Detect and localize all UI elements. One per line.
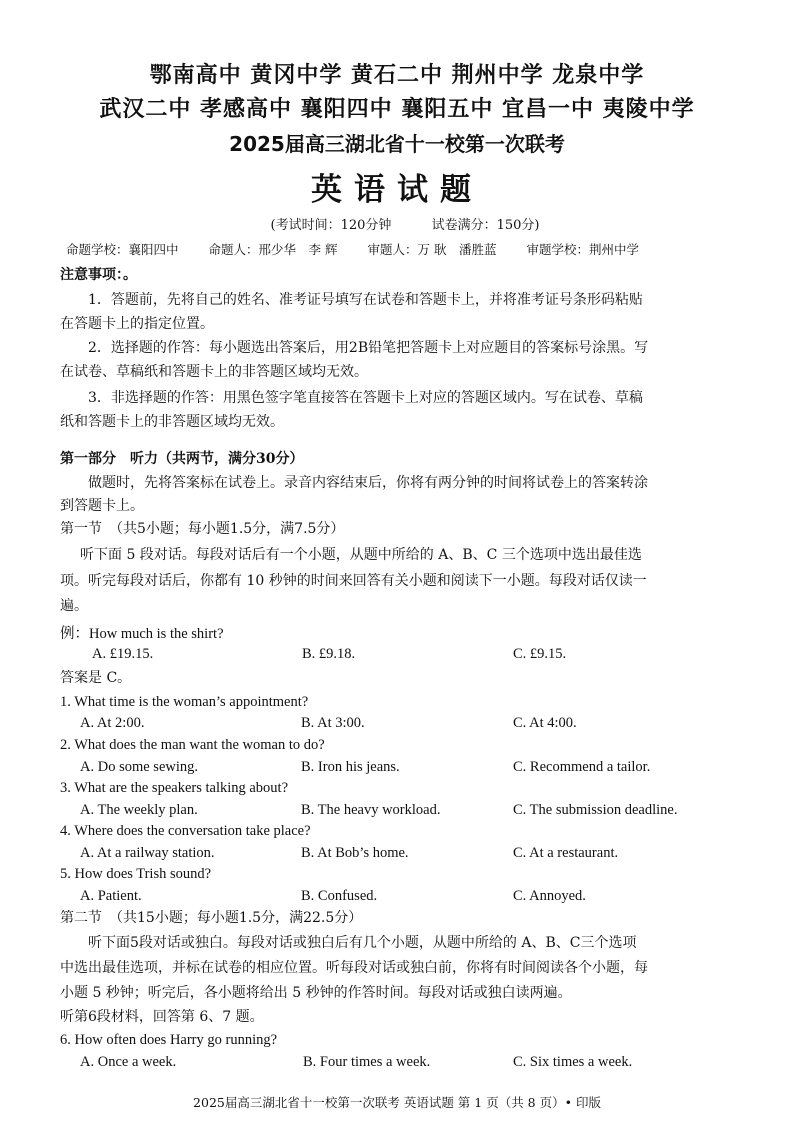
q3-option-c: C. The submission deadline.	[513, 802, 678, 818]
q4-option-c: C. At a restaurant.	[513, 845, 619, 861]
section1-instruction: 听下面 5 段对话。每段对话后有一个小题，从题中所给的 A、B、C 三个选项中选出最佳选	[80, 547, 642, 563]
section2-title: 第二节 （共15小题；每小题1.5分，满22.5分）	[60, 910, 363, 926]
exam-time: (考试时间：120分钟	[270, 218, 392, 233]
question-5: 5. How does Trish sound?	[60, 866, 212, 882]
q2-option-c: C. Recommend a tailor.	[513, 759, 651, 775]
section2-instruction: 中选出最佳选项，并标在试卷的相应位置。听每段对话或独白前，你将有时间阅读各个小题，每	[60, 960, 648, 976]
section1-instruction: 项。听完每段对话后，你都有 10 秒钟的时间来回答有关小题和阅读下一小题。每段对话仅读一	[60, 573, 647, 589]
material-note: 听第6段材料，回答第 6、7 题。	[60, 1009, 264, 1025]
notes-title: 注意事项：。	[60, 267, 137, 283]
exam-title: 2025届高三湖北省十一校第一次联考	[229, 132, 565, 156]
example-question: 例：How much is the shirt?	[60, 626, 224, 642]
q2-option-b: B. Iron his jeans.	[301, 759, 400, 775]
exam-meta	[125, 214, 685, 233]
note-line: 1．答题前，先将自己的姓名、准考证号填写在试卷和答题卡上，并将准考证号条形码粘贴	[88, 292, 643, 308]
note-line: 纸和答题卡上的非答题区域均无效。	[60, 414, 284, 430]
q5-option-a: A. Patient.	[80, 888, 142, 904]
section2-instruction: 听下面5段对话或独白。每段对话或独白后有几个小题，从题中所给的 A、B、C三个选项	[88, 935, 637, 951]
exam-score: 试卷满分：150分)	[431, 218, 540, 233]
q5-option-c: C. Annoyed.	[513, 888, 586, 904]
q6-option-b: B. Four times a week.	[303, 1054, 431, 1070]
proposing-school: 命题学校：襄阳四中	[66, 242, 179, 257]
proposers: 命题人：邢少华 李 辉	[208, 242, 338, 257]
note-line: 在答题卡上的指定位置。	[60, 316, 214, 332]
schools-line-1: 鄂南高中 黄冈中学 黄石二中 荆州中学 龙泉中学	[149, 63, 645, 88]
exam-staff	[66, 240, 746, 258]
section2-instruction: 小题 5 秒钟；听完后，各小题将给出 5 秒钟的作答时间。每段对话或独白读两遍。	[60, 985, 572, 1001]
question-4: 4. Where does the conversation take place?	[60, 823, 311, 839]
subject-title: 英语试题	[311, 172, 483, 208]
example-answer: 答案是 C。	[60, 670, 132, 686]
q4-option-b: B. At Bob’s home.	[301, 845, 409, 861]
example-option-b: B. £9.18.	[302, 646, 356, 662]
question-2: 2. What does the man want the woman to do?	[60, 737, 325, 753]
section1-instruction: 遍。	[60, 598, 88, 614]
part1-intro: 到答题卡上。	[60, 498, 144, 514]
q1-option-a: A. At 2:00.	[80, 715, 145, 731]
note-line: 2．选择题的作答：每小题选出答案后，用2B铅笔把答题卡上对应题目的答案标号涂黑。写	[88, 340, 649, 356]
part1-title: 第一部分 听力（共两节，满分30分）	[60, 451, 304, 467]
q1-option-b: B. At 3:00.	[301, 715, 365, 731]
q3-option-b: B. The heavy workload.	[301, 802, 441, 818]
q6-option-a: A. Once a week.	[80, 1054, 177, 1070]
note-line: 在试卷、草稿纸和答题卡上的非答题区域均无效。	[60, 364, 368, 380]
reviewers: 审题人：万 耿 潘胜蓝	[367, 242, 497, 257]
q3-option-a: A. The weekly plan.	[80, 802, 198, 818]
q6-option-c: C. Six times a week.	[513, 1054, 633, 1070]
schools-line-2: 武汉二中 孝感高中 襄阳四中 襄阳五中 宜昌一中 夷陵中学	[99, 97, 695, 122]
q5-option-b: B. Confused.	[301, 888, 378, 904]
q1-option-c: C. At 4:00.	[513, 715, 577, 731]
q4-option-a: A. At a railway station.	[80, 845, 215, 861]
question-1: 1. What time is the woman’s appointment?	[60, 694, 309, 710]
example-option-a: A. £19.15.	[92, 646, 154, 662]
note-line: 3．非选择题的作答：用黑色签字笔直接答在答题卡上对应的答题区域内。写在试卷、草稿	[88, 390, 643, 406]
question-3: 3. What are the speakers talking about?	[60, 780, 289, 796]
section1-title: 第一节 （共5小题；每小题1.5分，满7.5分）	[60, 521, 345, 537]
example-option-c: C. £9.15.	[513, 646, 567, 662]
q2-option-a: A. Do some sewing.	[80, 759, 199, 775]
part1-intro: 做题时，先将答案标在试卷上。录音内容结束后，你将有两分钟的时间将试卷上的答案转涂	[88, 475, 648, 491]
page-footer: 2025届高三湖北省十一校第一次联考 英语试题 第 1 页（共 8 页）• 印版	[193, 1095, 601, 1110]
reviewing-school: 审题学校：荆州中学	[526, 242, 639, 257]
question-6: 6. How often does Harry go running?	[60, 1032, 278, 1048]
